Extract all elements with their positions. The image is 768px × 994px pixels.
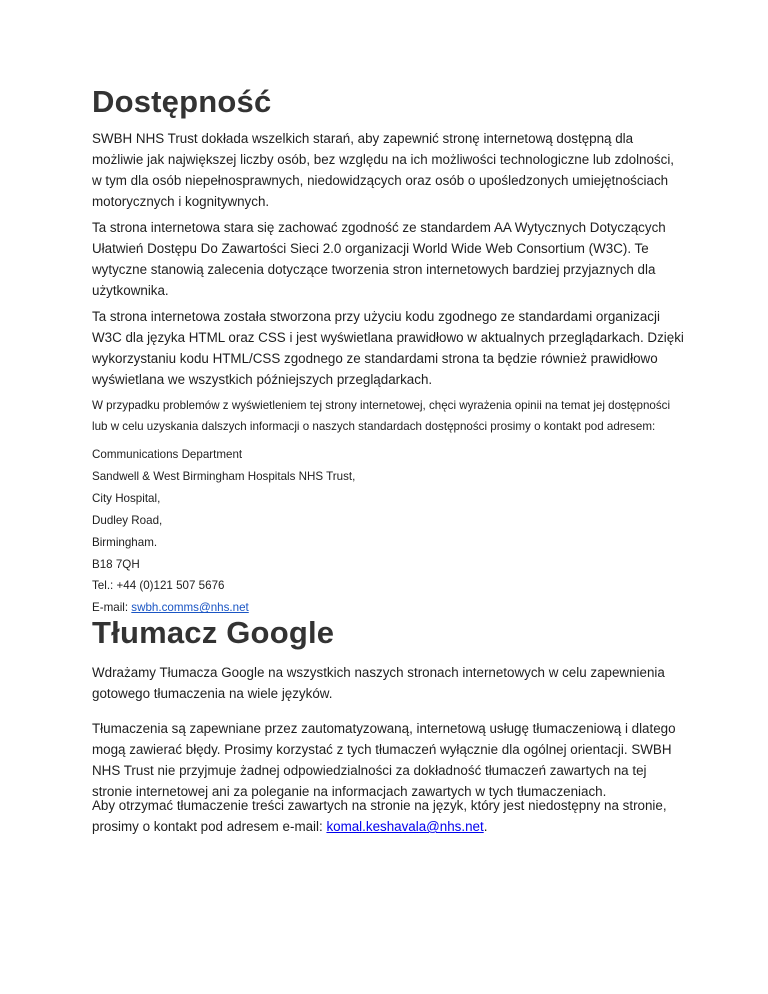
translation-email-link[interactable]: komal.keshavala@nhs.net	[326, 819, 484, 834]
google-paragraph-3	[92, 795, 684, 837]
google-translate-heading: Tłumacz Google	[92, 615, 335, 650]
address-line: City Hospital,	[92, 491, 161, 505]
address-line: Sandwell & West Birmingham Hospitals NHS Trust,	[92, 469, 356, 483]
accessibility-paragraph-1: SWBH NHS Trust dokłada wszelkich starań, aby zapewnić stronę internetową dostępną dla możliwie jak największej liczby osób, bez względu na ich możliwości technologiczne lub zdolności, w tym dla osób niepełnosprawnych, niedowidzących oraz osób o upośledzonych umiejętnościach motorycznych i kognitywnych.	[92, 131, 675, 209]
address-postcode: B18 7QH	[92, 557, 140, 571]
accessibility-paragraph-3: Ta strona internetowa została stworzona przy użyciu kodu zgodnego ze standardami organizacji W3C dla języka HTML oraz CSS i jest wyświetlana prawidłowo w aktualnych przeglądarkach. Dzięki wykorzystaniu kodu HTML/CSS zgodnego ze standardami strona ta będzie również prawidłowo wyświetlana we wszystkich późniejszych przeglądarkach.	[92, 309, 684, 387]
google-paragraph-2: Tłumaczenia są zapewniane przez zautomatyzowaną, internetową usługę tłumaczeniową i dlatego mogą zawierać błędy. Prosimy korzystać z tych tłumaczeń wyłącznie dla ogólnej orientacji. SWBH NHS Trust nie przyjmuje żadnej odpowiedzialności za dokładność tłumaczeń zawartych na tej stronie internetowej ani za poleganie na informacjach zawartych w tych tłumaczeniach.	[92, 721, 676, 799]
accessibility-paragraph-2: Ta strona internetowa stara się zachować zgodność ze standardem AA Wytycznych Dotyczących Ułatwień Dostępu Do Zawartości Sieci 2.0 organizacji World Wide Web Consortium (W3C). Te wytyczne stanowią zalecenia dotyczące tworzenia stron internetowych bardziej przyjaznych dla użytkownika.	[92, 220, 666, 298]
google-paragraph-3-end: .	[483, 819, 488, 834]
accessibility-contact-intro: W przypadku problemów z wyświetleniem tej strony internetowej, chęci wyrażenia opinii na temat jej dostępności lub w celu uzyskania dalszych informacji o naszych standardach dostępności prosimy o kontakt pod adresem:	[92, 399, 671, 433]
address-phone: Tel.: +44 (0)121 507 5676	[92, 579, 225, 593]
address-line: Birmingham.	[92, 535, 158, 549]
contact-address	[92, 444, 355, 619]
email-label: E-mail:	[92, 601, 132, 615]
google-paragraph-3-text: Aby otrzymać tłumaczenie treści zawartych na stronie na język, który jest niedostępny na stronie, prosimy o kontakt pod adresem e-mail:	[92, 798, 667, 834]
address-line: Dudley Road,	[92, 513, 163, 527]
comms-email-link[interactable]: swbh.comms@nhs.net	[131, 601, 249, 615]
accessibility-heading: Dostępność	[92, 84, 272, 119]
address-line: Communications Department	[92, 448, 243, 461]
google-paragraph-1: Wdrażamy Tłumacza Google na wszystkich naszych stronach internetowych w celu zapewnienia gotowego tłumaczenia na wiele języków.	[92, 665, 665, 701]
